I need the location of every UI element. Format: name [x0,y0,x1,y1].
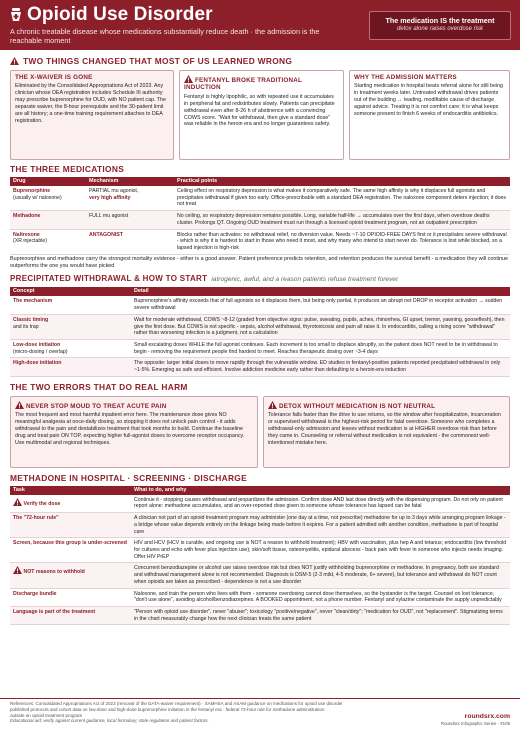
section-title-errors: THE TWO ERRORS THAT DO REAL HARM [10,381,188,392]
table-row: Screen, because this group is under-screened HIV and HCV (HCV is curable, and ongoing use is NOT a reason to withhold treatment); HBV with vaccination, plus hep A and tetanus; endocarditis (low threshold for cultures and echo with fever plus injection use); skin/soft tissue, osteomyelitis, epidural abscess - back pain with fever in someone who injects needs imaging. Offer HIV PrEP [10,538,510,563]
card-detox [263,396,510,468]
series-label: Roundsrx Infographic Series · #109 [440,721,510,726]
section-title-withdrawal: PRECIPITATED WITHDRAWAL & HOW TO START iatrogenic, awful, and a reason patients refuse treatment forever [10,274,399,284]
table-row: High-dose initiation The opposite: larger initial doses to move rapidly through the vulnerable window. ED studies in fentanyl-positive patients reported precipitated withdrawal in only ~1-5%. Emerging as safe and efficient. Involve addiction medicine early rather than defaulting to a heroin-era induction [10,358,510,376]
mortar-pestle-icon [10,7,22,22]
table-row: Naltrexone (XR injectable) ANTAGONIST Blocks rather than activates: no withdrawal relief, no diversion value. Needs ~7-10 OPIOID-FREE DAYS first or it precipitates severe withdrawal - which is why it is hardest to start in those who need it most, and why many who intend to start never do. Tolerance is lost while blocked, so a lapsed injection is high-risk [10,229,510,254]
table-row: Verify the dose Continue it - stopping causes withdrawal and jeopardizes the admission. Confirm dose AND last dose directly with the dispensing program. Do not rely on patient report alone: methadone accumulates, and an over-reported dose given to someone whose tolerance has lapsed can be fatal [10,495,510,513]
table-row: Low-dose initiation (micro-dosing / overlap) Small escalating doses WHILE the full agonist continues. Each increment is too small to displace abruptly, so the patient does NOT need to be in withdrawal to begin - removing the requirement people find hardest to meet. Reaches therapeutic dosing over ~3-4 days [10,339,510,357]
withdrawal-table [10,287,510,376]
card-never-stop [10,396,258,468]
card-body: Eliminated by the Consolidated Appropriations Act of 2023. Any clinician whose DEA registration includes Schedule III authority may prescribe buprenorphine for OUD, with NO patient cap. The separate waiver, the 8-hour prerequisite and the 30-patient limit are all history; a one-time training requirement attaches to DEA registration. [15,83,166,124]
page-subtitle: A chronic treatable disease whose medications substantially reduce death · the admission is the reachable moment [10,27,320,46]
changes-cards [0,70,520,160]
warning-icon [15,401,24,409]
section-title-medications: THE THREE MEDICATIONS [10,164,125,174]
card-title: DETOX WITHOUT MEDICATION IS NOT NEUTRAL [278,402,436,410]
key-message-title: The medication IS the treatment [385,16,495,25]
key-message-sub: detox alone raises overdose risk [396,26,484,32]
medications-note: Buprenorphine and methadone carry the strongest mortality evidence - either is a good answer. Patient preference predicts retention, and retention produces the survival benefit - a medication they will continue outperforms the one you would have picked [10,255,509,269]
table-header-row: Concept Detail [10,287,510,296]
warning-icon [268,401,277,409]
section-title-methadone: METHADONE IN HOSPITAL · SCREENING · DISCHARGE [10,472,247,483]
errors-cards [0,396,520,468]
card-body: Starting medication in hospital beats referral alone for still being in treatment weeks later. Untreated withdrawal drives patients out of the building → leading, modifiable cause of discharge against advice. Treating it is not comfort care; it is what keeps someone present to finish 6 weeks of endocarditis antibiotics. [354,83,503,118]
references: References: Consolidated Appropriations Act of 2023 (removal of the DATA-waiver requirement) · SAMHSA and ASAM guidance on medications for opioid use disorder [10,701,343,706]
card-body: Tolerance falls faster than the drive to use returns, so the window after hospitalization, incarceration or supervised withdrawal is the highest-risk period for fatal overdose. Someone who completes a withdrawal-only admission and leaves without medication is at HIGHER overdose risk than before they came in. Counseling or referral without medication is not equivalent - the commonest well-intentioned mistake here. [268,412,501,446]
warning-icon [13,566,22,574]
table-row: Language is part of the treatment "Person with opioid use disorder", never "abuser"; toxicology "positive/negative", never "clean/dirty"; "medication for OUD", not "replacement". Stigmatizing terms in the chart measurably change how the next clinician treats the same patient [10,606,510,624]
table-row: The "72-hour rule" A clinician not part of an opioid treatment program may administer (one day at a time, not prescribe) methadone for up to 3 days while arranging program linkage - a bridge whose value depends entirely on the linkage being made before it expires. For a patient admitted with another condition, methadone is part of hospital care [10,513,510,538]
card-title: NEVER STOP MOUD TO TREAT ACUTE PAIN [25,402,167,410]
card-body: The most frequent and most harmful inpatient error here. The maintenance dose gives NO meaningful analgesia at once-daily dosing, so stopping it does not unlock pain control - it adds withdrawal to the pain and destabilizes treatment that took months to build. Continue the baseline drug and treat pain ON TOP, expecting higher full-agonist doses to overcome receptor occupancy. Use multimodal and regional techniques. [15,412,245,446]
card-x-waiver [10,70,174,160]
header-banner [0,0,520,50]
table-row: Classic timing and its trap Wait for moderate withdrawal, COWS ~8-12 (graded from objective signs: pulse, sweating, pupils, aches, rhinorrhea, GI upset, tremor, yawning, gooseflesh), then give the first dose. But COWS is not specific - sepsis, alcohol withdrawal, thyrotoxicosis and pain all raise it. In endocarditis, calling a rising score "withdrawal" rather than worsening infection is a judgment, not a calculation [10,314,510,339]
table-row: Discharge bundle Naloxone, and train the person who lives with them - someone overdosing cannot dose themselves, so the bystander is the target. Counsel on lost tolerance, "don't use alone", avoiding alcohol/benzodiazepines. A BOOKED appointment, not a phone number. Fentanyl and xylazine contaminate the supply unpredictably [10,588,510,606]
page-title: Opioid Use Disorder [27,4,213,25]
table-row: Methadone FULL mu agonist No ceiling, so respiratory depression remains possible. Long, variable half-life → accumulates over the first days, when overdose deaths cluster. Prolongs QT. Ongoing OUD treatment must run through a licensed opioid treatment program, not an outpatient prescription [10,211,510,229]
methadone-table [10,486,510,626]
table-row: The mechanism Buprenorphine's affinity exceeds that of full agonists so it displaces them, but being only partial, it produces an abrupt net DROP in receptor activation → sudden severe withdrawal [10,296,510,314]
table-header-row: Task What to do, and why [10,486,510,495]
card-fentanyl [179,70,344,160]
table-header-row: Drug Mechanism Practical points [10,177,510,186]
site-link[interactable]: roundsrx.com [464,713,510,720]
medications-table [10,177,510,255]
section-title-changes: TWO THINGS CHANGED THAT MOST OF US LEARNED WRONG [0,56,520,67]
warning-icon [13,498,22,506]
card-body: Fentanyl is highly lipophilic, so with repeated use it accumulates in peripheral fat and redistributes slowly. Patients can precipitate withdrawal even after 8-26 h of abstinence with a convincing COWS score. "Wait for withdrawal, then give a standard dose" was reliable in the heroin era and no longer guarantees safety. [184,93,335,128]
card-title: FENTANYL BROKE TRADITIONAL INDUCTION [184,77,302,92]
table-row: Buprenorphine (usually w/ naloxone) PARTIAL mu agonist, very high affinity Ceiling effect on respiratory depression is what makes it comparatively safe. The same high affinity is why it displaces full agonists and precipitates withdrawal if given too early. Office-prescribable with a standard DEA registration. The naloxone component deters injection; it does not treat [10,186,510,211]
card-admission [349,70,510,160]
key-message-box [369,11,511,40]
warning-icon [184,75,193,83]
card-title: WHY THE ADMISSION MATTERS [354,74,457,81]
table-row: NOT reasons to withhold Concurrent benzodiazepine or alcohol use raises overdose risk but does NOT justify withholding buprenorphine or methadone. In pregnancy, both are standard and withdrawal management alone is not recommended. Diagnosis is DSM-5 (2-3 mild, 4-5 moderate, 6+ severe), but tolerance and withdrawal do NOT count when opioids are taken as prescribed - dependence is not a use disorder [10,563,510,588]
card-title: THE X-WAIVER IS GONE [15,74,93,81]
footer: References: Consolidated Appropriations Act of 2023 (removal of the DATA-waiver requirement) · SAMHSA and ASAM guidance on medications for opioid use disorder published protocols and cohort data on low-dose and high-dose buprenorphine initiation in the fentanyl era · federal 72-hour rule for methadone administration outside an opioid treatment program Educational aid; verify against current guidance, local formulary, state regulation and patient factors. roundsrx.com Roundsrx Infographic Series · #109 [0,698,520,736]
disclaimer: Educational aid; verify against current guidance, local formulary, state regulation and patient factors. [10,718,209,724]
warning-icon [10,57,19,65]
